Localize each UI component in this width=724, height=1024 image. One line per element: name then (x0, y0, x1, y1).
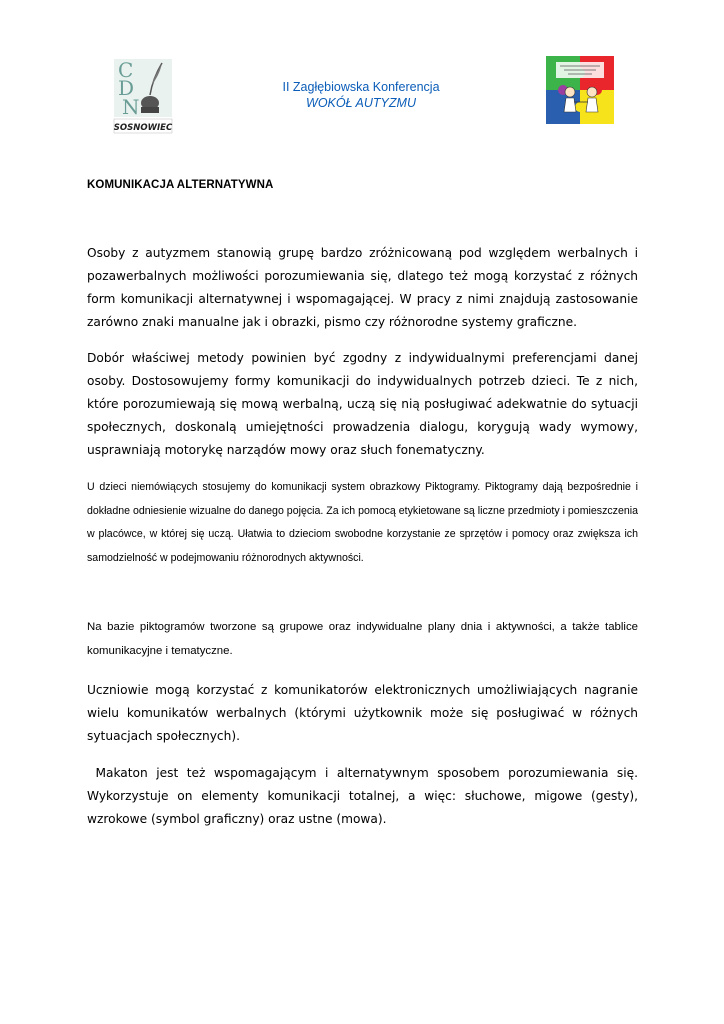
paragraph-1: Osoby z autyzmem stanowią grupę bardzo zróżnicowaną pod względem werbalnych i pozawerbalnych możliwości porozumiewania się, dlatego też mogą korzystać z różnych form komunikacji alternatywnej i wspomagającej. W pracy z nimi znajdują zastosowanie zarówno znaki manualne jak i obrazki, pismo czy różnorodne systemy graficzne. (87, 246, 638, 329)
conference-title (240, 79, 482, 111)
paragraph-3: U dzieci niemówiących stosujemy do komunikacji system obrazkowy Piktogramy. Piktogramy dają bezpośrednie i dokładne odniesienie wizualne do danego pojęcia. Za ich pomocą etykietowane są liczne przedmioty i pomieszczenia w placówce, w której się uczą. Ułatwia to dzieciom swobodne korzystanie ze sprzętów i pomocy oraz zwiększa ich samodzielność w podejmowaniu różnorodnych aktywności. (87, 481, 638, 564)
cdn-sosnowiec-logo (112, 57, 174, 135)
paragraph-6: Makaton jest też wspomagającym i alternatywnym sposobem porozumiewania się. Wykorzystuje on elementy komunikacji totalnej, a więc: słuchowe, migowe (gesty), wzrokowe (symbol graficzny) oraz ustne (mowa). (87, 766, 642, 826)
conference-title-line2: WOKÓŁ AUTYZMU (306, 96, 416, 110)
paragraph-4: Na bazie piktogramów tworzone są grupowe oraz indywidualne plany dnia i aktywności, a także tablice komunikacyjne i tematyczne. (87, 621, 638, 657)
logo-letter-c: C (118, 58, 134, 82)
logo-letter-d: D (118, 76, 135, 100)
paragraph-5: Uczniowie mogą korzystać z komunikatorów elektronicznych umożliwiających nagranie wielu komunikatów werbalnych (którymi użytkownik może się posługiwać w różnych sytuacjach społecznych). (87, 683, 638, 743)
logo-city: SOSNOWIEC (113, 123, 173, 133)
puzzle-children-logo-icon (542, 52, 618, 128)
logo-letter-n: N (122, 95, 140, 119)
document-heading: KOMUNIKACJA ALTERNATYWNA (87, 179, 274, 191)
paragraph-2: Dobór właściwej metody powinien być zgodny z indywidualnymi preferencjami danej osoby. Dostosowujemy formy komunikacji do indywidualnych potrzeb dzieci. Te z nich, które porozumiewają się mową werbalną, uczą się nią posługiwać adekwatnie do sytuacji społecznych, doskonalą umiejętności prowadzenia dialogu, korygują wady wymowy, usprawniają motorykę narządów mowy oraz słuch fonematyczny. (87, 351, 638, 457)
conference-title-line1: II Zagłębiowska Konferencja (282, 80, 440, 94)
